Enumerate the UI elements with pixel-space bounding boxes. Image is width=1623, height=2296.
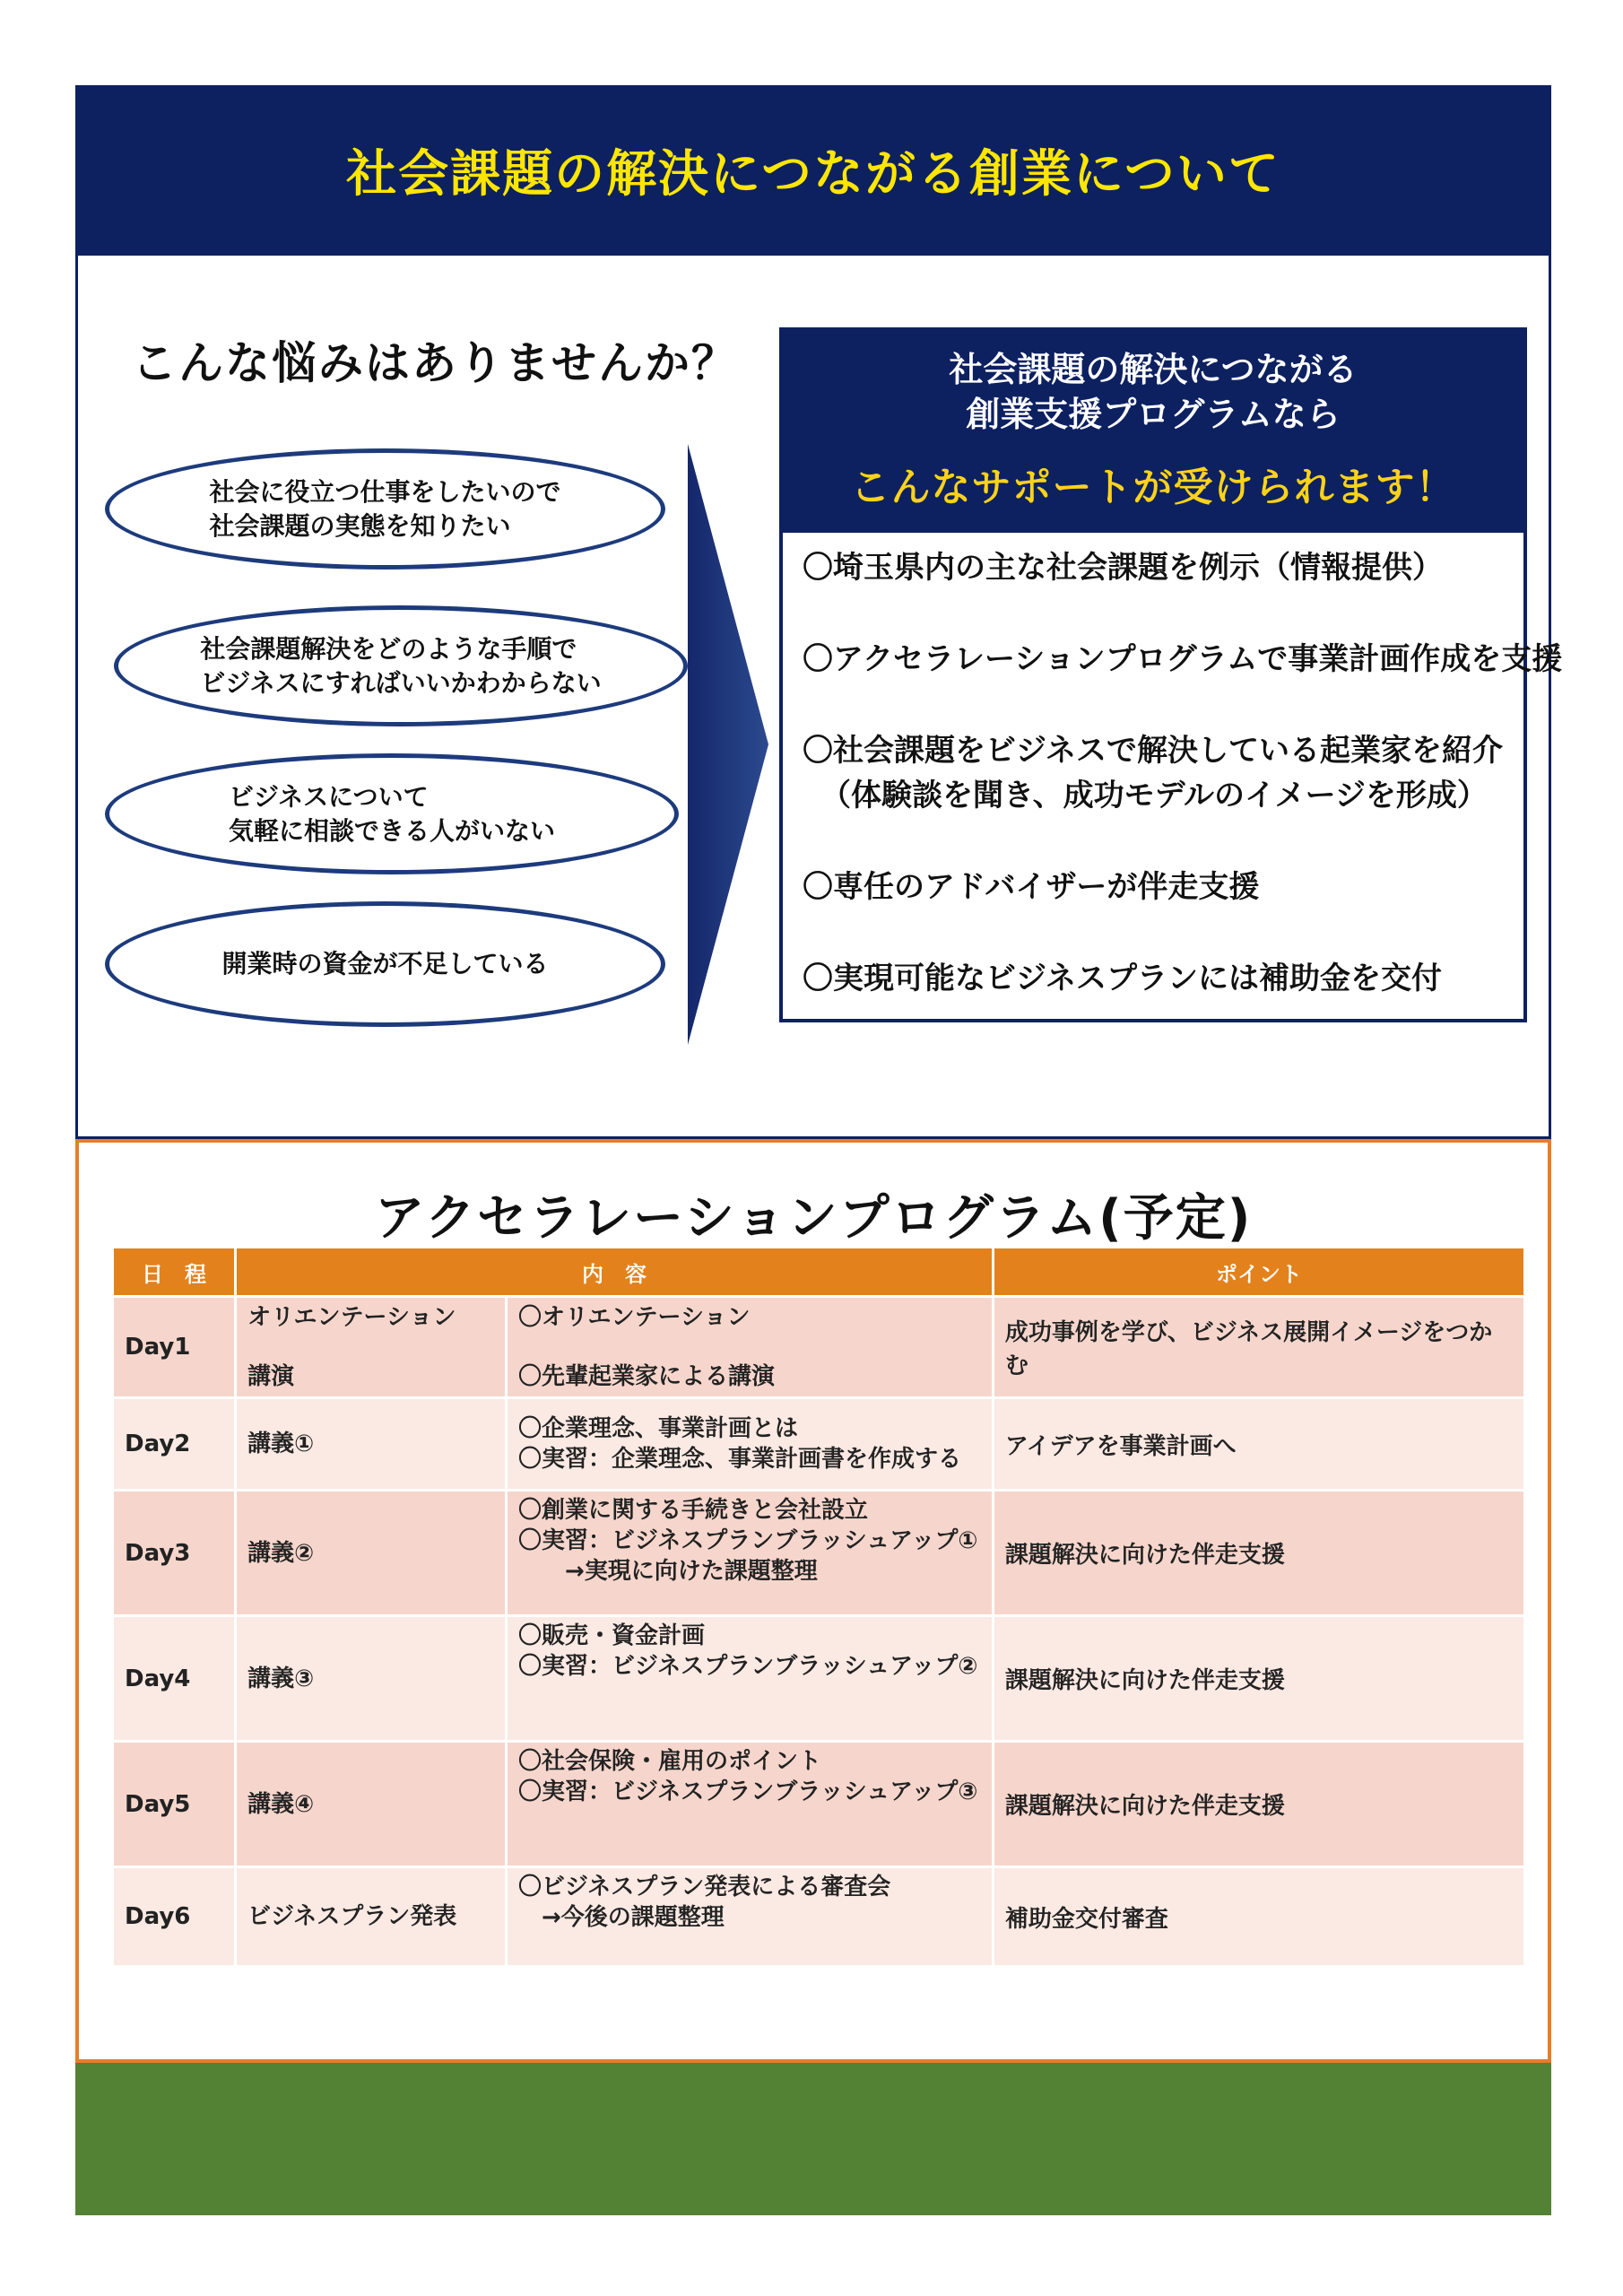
support-item-5: 〇実現可能なビジネスプランには補助金を交付 [803, 961, 1442, 996]
row-details [508, 1492, 992, 1614]
row-topic [237, 1617, 505, 1740]
detail-line: 〇創業に関する手続きと会社設立 [518, 1497, 869, 1524]
detail-line: →今後の課題整理 [518, 1904, 725, 1931]
support-item-2: 〇アクセラレーションプログラムで事業計画作成を支援 [803, 641, 1563, 677]
row-point: 課題解決に向けた伴走支援 [994, 1743, 1523, 1866]
program-title: アクセラレーションプログラム(予定) [374, 1189, 1253, 1248]
support-item-3-note: （体験談を聞き、成功モデルのイメージを形成） [820, 778, 1488, 813]
support-header [779, 327, 1527, 529]
support-line3: こんなサポートが受けられます！ [850, 465, 1456, 510]
row-topic [237, 1492, 505, 1614]
row-topic [237, 1743, 505, 1866]
row-details [508, 1399, 992, 1489]
table-header-row [114, 1248, 1523, 1295]
detail-line: 〇実習：ビジネスプランブラッシュアップ② [518, 1653, 978, 1680]
detail-line: 〇実習：ビジネスプランブラッシュアップ① [518, 1527, 978, 1554]
row-topic [237, 1868, 505, 1965]
topic-line: ビジネスプラン発表 [247, 1903, 457, 1930]
worry-2-line2: ビジネスにすればいいかわからない [200, 667, 602, 698]
table-row [114, 1743, 1523, 1866]
worry-3-line1: ビジネスについて [228, 781, 429, 812]
worry-3-line2: 気軽に相談できる人がいない [228, 815, 555, 846]
detail-line: 〇実習：ビジネスプランブラッシュアップ③ [518, 1779, 978, 1805]
schedule-table [111, 1246, 1526, 1968]
footer-band [75, 2063, 1551, 2215]
row-details [508, 1743, 992, 1866]
detail-line: 〇企業理念、事業計画とは [518, 1415, 799, 1442]
table-row [114, 1868, 1523, 1965]
title-banner [75, 85, 1551, 256]
support-item-1: 〇埼玉県内の主な社会課題を例示（情報提供） [803, 550, 1443, 586]
row-details [508, 1298, 992, 1396]
table-row [114, 1399, 1523, 1489]
worries-panel [75, 256, 1563, 1139]
row-point: 課題解決に向けた伴走支援 [994, 1617, 1523, 1740]
support-item-4: 〇専任のアドバイザーが伴走支援 [803, 869, 1260, 905]
worry-1-line1: 社会に役立つ仕事をしたいので [209, 476, 561, 507]
detail-line: 〇社会保険・雇用のポイント [518, 1748, 822, 1775]
table-row [114, 1492, 1523, 1614]
topic-line: 講義① [247, 1431, 315, 1457]
topic-line: オリエンテーション [247, 1304, 456, 1331]
worry-bubble-2 [114, 605, 688, 726]
table-row [114, 1298, 1523, 1396]
header-point: ポイント [994, 1248, 1523, 1295]
worry-bubble-1 [105, 448, 665, 570]
worries-heading: こんな悩みはありませんか？ [132, 337, 738, 389]
row-day: Day1 [114, 1298, 234, 1396]
support-item-3: 〇社会課題をビジネスで解決している起業家を紹介 [803, 733, 1503, 769]
detail-line: 〇実習：企業理念、事業計画書を作成する [518, 1446, 962, 1473]
row-day: Day6 [114, 1868, 234, 1965]
detail-line: 〇オリエンテーション [518, 1304, 751, 1331]
row-day: Day4 [114, 1617, 234, 1740]
row-details [508, 1868, 992, 1965]
row-point: 成功事例を学び、ビジネス展開イメージをつかむ [994, 1298, 1523, 1396]
detail-line: 〇ビジネスプラン発表による審査会 [518, 1874, 891, 1900]
worry-bubble-3 [105, 753, 679, 874]
detail-line: →実現に向けた課題整理 [518, 1558, 818, 1585]
topic-line: 講義④ [247, 1790, 315, 1818]
detail-line: 〇先輩起業家による講演 [518, 1363, 776, 1390]
support-line2: 創業支援プログラムなら [966, 395, 1341, 434]
row-point: 補助金交付審査 [994, 1868, 1523, 1965]
page-title: 社会課題の解決につながる創業について [346, 145, 1280, 204]
right-arrow-icon [688, 444, 768, 1045]
topic-line: 講義③ [247, 1665, 315, 1692]
header-content: 内 容 [237, 1248, 992, 1295]
row-day: Day3 [114, 1492, 234, 1614]
row-point: 課題解決に向けた伴走支援 [994, 1492, 1523, 1614]
row-day: Day5 [114, 1743, 234, 1866]
detail-line: 〇販売・資金計画 [518, 1622, 706, 1649]
worry-1-line2: 社会課題の実態を知りたい [209, 510, 511, 541]
row-details [508, 1617, 992, 1740]
row-topic [237, 1399, 505, 1489]
row-point: アイデアを事業計画へ [994, 1399, 1523, 1489]
program-panel [75, 1139, 1551, 2063]
table-row [114, 1617, 1523, 1740]
support-list [779, 529, 1563, 1022]
topic-line: 講演 [247, 1363, 295, 1390]
worry-2-line1: 社会課題解決をどのような手順で [200, 633, 577, 664]
topic-line: 講義② [247, 1539, 315, 1567]
worry-bubble-4 [105, 901, 665, 1027]
header-schedule: 日 程 [114, 1248, 234, 1295]
row-day: Day2 [114, 1399, 234, 1489]
support-line1: 社会課題の解決につながる [949, 350, 1358, 389]
row-topic [237, 1298, 505, 1396]
support-box [779, 327, 1563, 996]
worry-4-line1: 開業時の資金が不足している [221, 949, 549, 978]
